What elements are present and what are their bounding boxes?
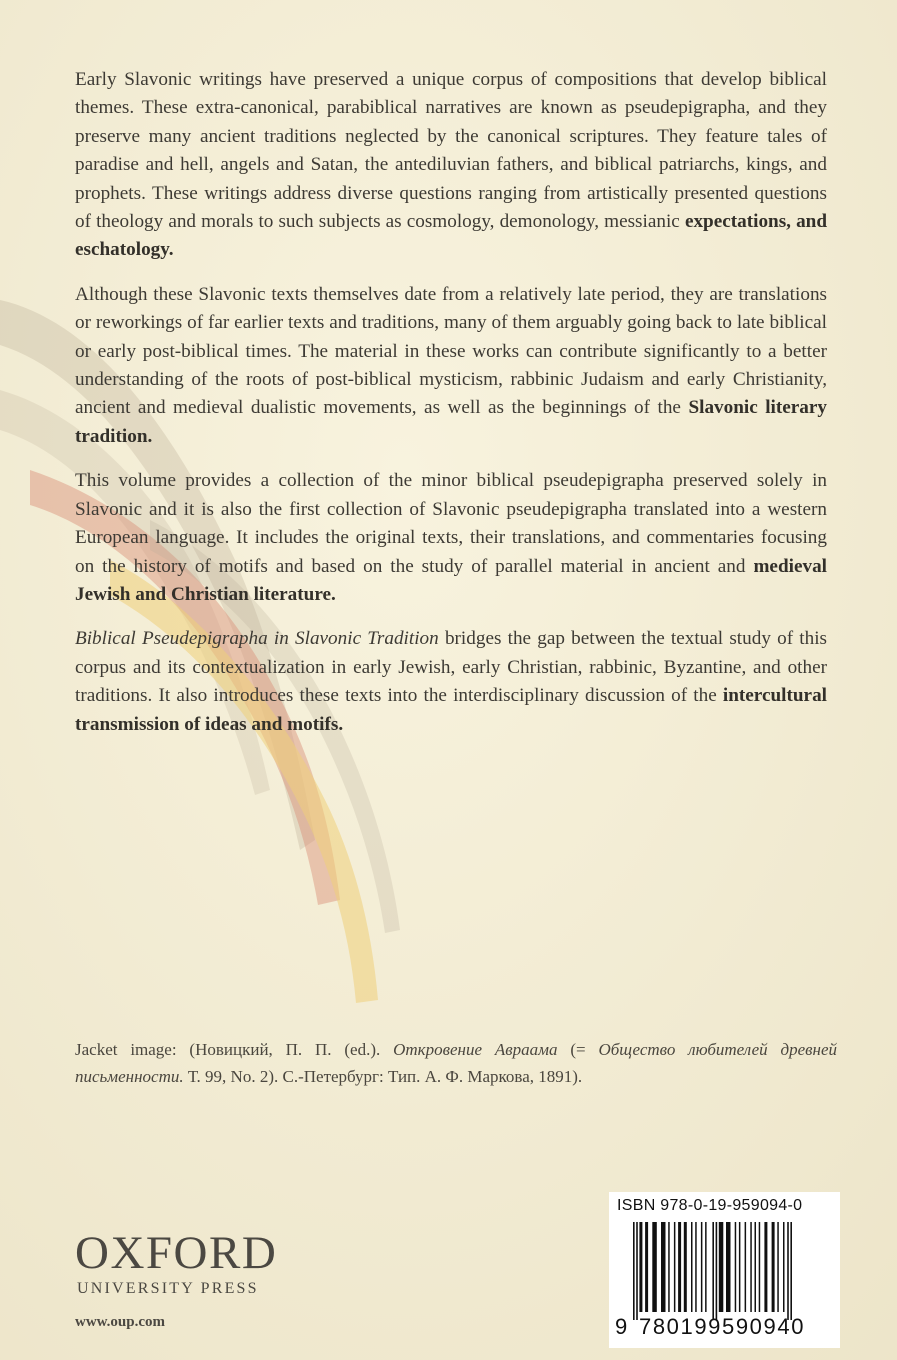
barcode-bar [777, 1222, 779, 1312]
publisher-subtitle: UNIVERSITY PRESS [77, 1280, 259, 1297]
barcode-bar [716, 1222, 718, 1320]
barcode-bar [790, 1222, 792, 1320]
barcode-bar [772, 1222, 775, 1312]
barcode-bar [787, 1222, 789, 1320]
credit-mid: (= [570, 1040, 586, 1059]
blurb-paragraph-1 [75, 66, 827, 265]
barcode-bar [759, 1222, 761, 1312]
barcode-bar [678, 1222, 681, 1312]
barcode-bar [691, 1222, 693, 1312]
barcode-bar [745, 1222, 747, 1312]
jacket-image-credit [75, 1036, 837, 1090]
barcode-bar [701, 1222, 703, 1312]
blurb-p4-end: intercultural transmission of ideas and motifs. [75, 685, 827, 735]
barcode-bar [633, 1222, 635, 1320]
book-title: Biblical Pseudepigrapha in Slavonic Tradition [75, 628, 439, 650]
publisher-logo [75, 1228, 277, 1298]
barcode-bar [750, 1222, 752, 1312]
barcode-bar [668, 1222, 670, 1312]
credit-series: Общество любителей древней письменности. [75, 1040, 838, 1086]
blurb-p2-text: Although these Slavonic texts themselves date from a relatively late period, they are translations or reworkings of far earlier texts and traditions, many of them arguably going back to late biblical or early post-biblical times. The material in these works can contribute significantly to a better understanding of the roots of post-biblical mysticism, rabbinic Judaism and early Christianity, ancient and medieval dualistic movements, as well as the beginnings of the [75, 283, 827, 419]
barcode-bar [783, 1222, 785, 1312]
barcode-bar [712, 1222, 714, 1320]
barcode-bar [661, 1222, 666, 1312]
barcode-bar [684, 1222, 687, 1312]
publisher-url[interactable]: www.oup.com [75, 1314, 166, 1330]
publisher-name: OXFORD [75, 1227, 278, 1279]
barcode-bar [764, 1222, 767, 1312]
barcode-bar [636, 1222, 638, 1320]
barcode-first-digit: 9 [615, 1314, 628, 1339]
isbn-barcode [609, 1192, 840, 1348]
barcode-bar [695, 1222, 697, 1312]
blurb-paragraph-4 [75, 625, 827, 739]
barcode-bar [652, 1222, 657, 1312]
barcode-bar [755, 1222, 757, 1312]
barcode-bar [735, 1222, 737, 1312]
barcode-bar [726, 1222, 731, 1312]
barcode-bar [719, 1222, 724, 1312]
barcode-digits: 780199590940 [639, 1314, 806, 1339]
barcode-bar [674, 1222, 676, 1312]
blurb-p1-text: Early Slavonic writings have preserved a unique corpus of compositions that develop biblical themes. These extra-canonical, parabiblical narratives are known as pseudepigrapha, and they preserve many ancient traditions neglected by the canonical scriptures. They feature tales of paradise and hell, angels and Satan, the antediluvian fathers, and biblical patriarchs, kings, and prophets. These writings address diverse questions ranging from artistically presented questions of theology and morals to such subjects as cosmology, demonology, messianic [75, 69, 827, 233]
barcode-bar [739, 1222, 741, 1312]
isbn-label: ISBN 978-0-19-959094-0 [617, 1197, 803, 1214]
credit-title: Откровение Авраама [393, 1040, 558, 1059]
credit-lead: Jacket image: (Новицкий, П. П. (ed.). [75, 1040, 381, 1059]
blurb-p4-text: bridges the gap between the textual study of this corpus and its contextualization in early Jewish, early Christian, rabbinic, Byzantine, and other traditions. It also introduces these texts into the interdisciplinary discussion of the [75, 628, 828, 707]
blurb-p2-end: Slavonic literary tradition. [75, 397, 827, 447]
blurb-paragraph-2 [75, 281, 827, 451]
blurb-p3-text: This volume provides a collection of the minor biblical pseudepigrapha preserved solely in Slavonic and it is also the first collection of Slavonic pseudepigrapha translated into a western European language. It includes the original texts, their translations, and commentaries focusing on the history of motifs and based on the study of parallel material in ancient and [75, 470, 827, 577]
blurb-p3-end: medieval Jewish and Christian literature. [75, 555, 827, 605]
barcode-bar [705, 1222, 707, 1312]
blurb-paragraph-3 [75, 467, 827, 609]
back-cover-blurb [75, 66, 827, 755]
credit-tail: Т. 99, No. 2). С.-Петербург: Тип. А. Ф. Маркова, 1891). [187, 1067, 583, 1086]
barcode-bar [645, 1222, 648, 1312]
barcode-bar [639, 1222, 642, 1312]
blurb-p1-end: expectations, and eschatology. [75, 211, 828, 261]
